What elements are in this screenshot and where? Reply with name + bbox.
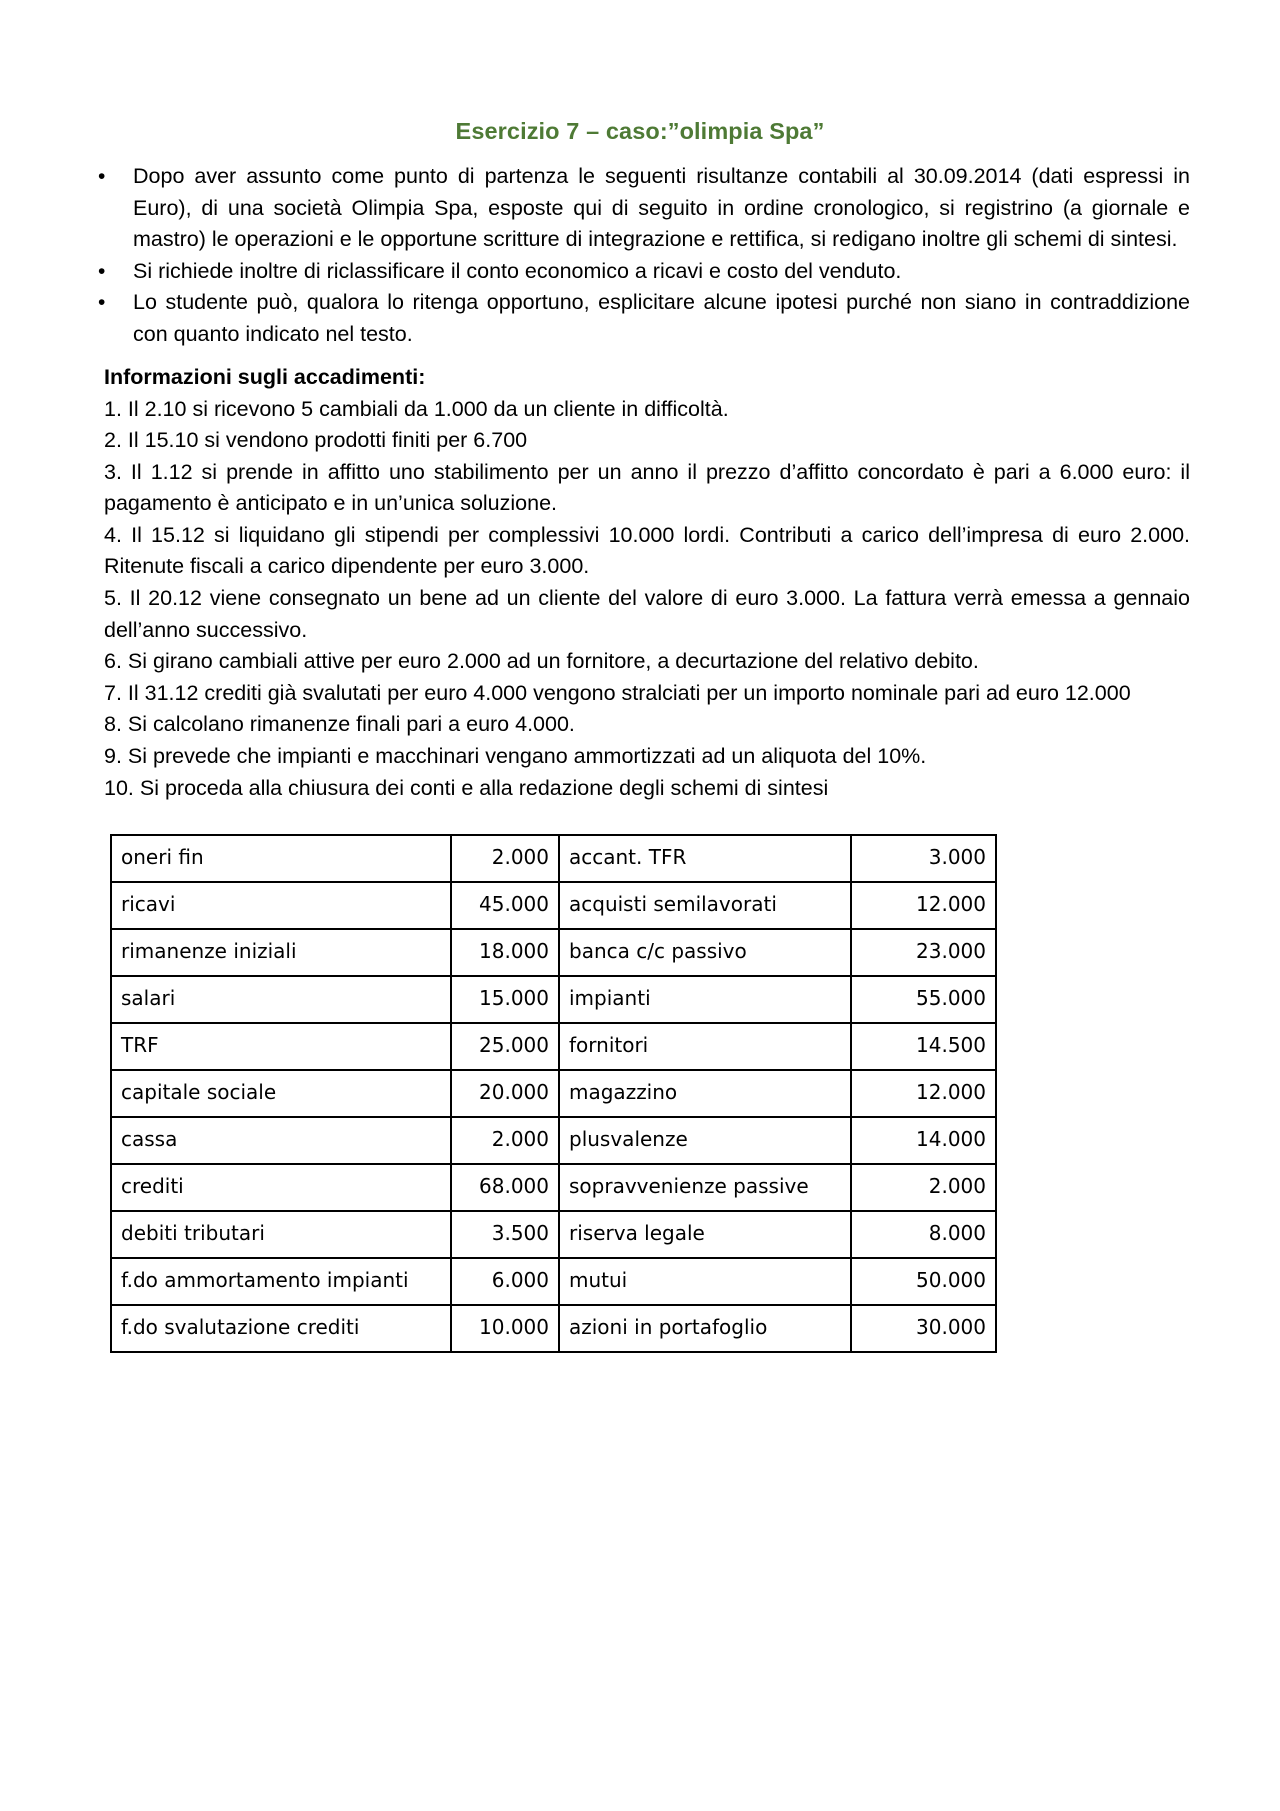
cell-right-value: 55.000 xyxy=(851,976,996,1023)
ledger-table-container xyxy=(90,834,1190,1353)
cell-left-value: 25.000 xyxy=(451,1023,559,1070)
bullet-text: Si richiede inoltre di riclassificare il conto economico a ricavi e costo del venduto. xyxy=(133,258,902,283)
cell-right-label: acquisti semilavorati xyxy=(559,882,851,929)
bullet-text: Lo studente può, qualora lo ritenga opportuno, esplicitare alcune ipotesi purché non siano in contraddizione con quanto indicato nel testo. xyxy=(133,290,1190,346)
cell-right-value: 3.000 xyxy=(851,835,996,882)
cell-right-label: impianti xyxy=(559,976,851,1023)
cell-left-label: ricavi xyxy=(111,882,451,929)
cell-right-value: 12.000 xyxy=(851,882,996,929)
list-item: 2. Il 15.10 si vendono prodotti finiti per 6.700 xyxy=(104,428,528,453)
cell-right-label: sopravvenienze passive xyxy=(559,1164,851,1211)
cell-left-value: 18.000 xyxy=(451,929,559,976)
cell-left-value: 6.000 xyxy=(451,1258,559,1305)
table-row xyxy=(111,882,996,929)
section-heading-accadimenti: Informazioni sugli accadimenti: xyxy=(104,365,426,389)
list-item xyxy=(90,161,1190,256)
list-item: 1. Il 2.10 si ricevono 5 cambiali da 1.000 da un cliente in difficoltà. xyxy=(104,396,729,421)
bullet-icon: • xyxy=(98,291,106,314)
bullet-text: Dopo aver assunto come punto di partenza le seguenti risultanze contabili al 30.09.2014 (dati espressi in Euro), di una società Olimpia Spa, esposte qui di seguito in ordine cronologico, si registrino (a giornale e mastro) le operazioni e le opportune scritture di integrazione e rettifica, si redigano inoltre gli schemi di sintesi. xyxy=(133,164,1190,251)
list-item: 3. Il 1.12 si prende in affitto uno stabilimento per un anno il prezzo d’affitto concordato è pari a 6.000 euro: il pagamento è anticipato e in un’unica soluzione. xyxy=(104,459,1190,516)
list-item: 7. Il 31.12 crediti già svalutati per euro 4.000 vengono stralciati per un importo nominale pari ad euro 12.000 xyxy=(104,680,1131,705)
list-item: 8. Si calcolano rimanenze finali pari a euro 4.000. xyxy=(104,712,575,737)
ledger-table xyxy=(110,834,997,1353)
list-item: 9. Si prevede che impianti e macchinari vengano ammortizzati ad un aliquota del 10%. xyxy=(104,744,927,769)
intro-bullet-list xyxy=(90,161,1190,350)
cell-left-value: 15.000 xyxy=(451,976,559,1023)
table-row xyxy=(111,1258,996,1305)
cell-left-label: f.do svalutazione crediti xyxy=(111,1305,451,1352)
cell-left-label: oneri fin xyxy=(111,835,451,882)
cell-right-value: 14.500 xyxy=(851,1023,996,1070)
table-row xyxy=(111,1070,996,1117)
cell-left-label: f.do ammortamento impianti xyxy=(111,1258,451,1305)
list-item: 4. Il 15.12 si liquidano gli stipendi per complessivi 10.000 lordi. Contributi a carico dell’impresa di euro 2.000. Ritenute fiscali a carico dipendente per euro 3.000. xyxy=(104,522,1190,579)
cell-right-value: 2.000 xyxy=(851,1164,996,1211)
cell-left-label: salari xyxy=(111,976,451,1023)
cell-right-label: accant. TFR xyxy=(559,835,851,882)
cell-left-label: TRF xyxy=(111,1023,451,1070)
cell-left-label: rimanenze iniziali xyxy=(111,929,451,976)
cell-right-label: mutui xyxy=(559,1258,851,1305)
cell-right-value: 50.000 xyxy=(851,1258,996,1305)
cell-left-value: 10.000 xyxy=(451,1305,559,1352)
table-row xyxy=(111,1305,996,1352)
cell-right-label: magazzino xyxy=(559,1070,851,1117)
cell-right-value: 8.000 xyxy=(851,1211,996,1258)
list-item: 10. Si proceda alla chiusura dei conti e alla redazione degli schemi di sintesi xyxy=(104,775,829,800)
table-row xyxy=(111,976,996,1023)
cell-right-value: 14.000 xyxy=(851,1117,996,1164)
table-row xyxy=(111,1211,996,1258)
accadimenti-numbered-list xyxy=(90,394,1190,805)
list-item xyxy=(90,287,1190,350)
table-row xyxy=(111,1164,996,1211)
table-row xyxy=(111,929,996,976)
cell-right-value: 30.000 xyxy=(851,1305,996,1352)
bullet-icon: • xyxy=(98,259,106,283)
cell-right-value: 12.000 xyxy=(851,1070,996,1117)
cell-right-label: banca c/c passivo xyxy=(559,929,851,976)
cell-left-label: debiti tributari xyxy=(111,1211,451,1258)
table-row xyxy=(111,1023,996,1070)
cell-left-value: 3.500 xyxy=(451,1211,559,1258)
cell-left-label: capitale sociale xyxy=(111,1070,451,1117)
cell-right-label: plusvalenze xyxy=(559,1117,851,1164)
cell-left-label: cassa xyxy=(111,1117,451,1164)
ledger-table-body xyxy=(111,835,996,1352)
cell-left-value: 2.000 xyxy=(451,1117,559,1164)
cell-left-value: 2.000 xyxy=(451,835,559,882)
cell-right-label: azioni in portafoglio xyxy=(559,1305,851,1352)
page-title: Esercizio 7 – caso:”olimpia Spa” xyxy=(455,118,825,144)
list-item xyxy=(90,256,1190,288)
cell-right-label: riserva legale xyxy=(559,1211,851,1258)
cell-right-label: fornitori xyxy=(559,1023,851,1070)
cell-left-value: 68.000 xyxy=(451,1164,559,1211)
list-item: 6. Si girano cambiali attive per euro 2.000 ad un fornitore, a decurtazione del relativo debito. xyxy=(104,649,979,674)
bullet-icon: • xyxy=(98,165,106,188)
cell-left-value: 20.000 xyxy=(451,1070,559,1117)
table-row xyxy=(111,1117,996,1164)
list-item: 5. Il 20.12 viene consegnato un bene ad un cliente del valore di euro 3.000. La fattura verrà emessa a gennaio dell’anno successivo. xyxy=(104,586,1190,642)
cell-left-label: crediti xyxy=(111,1164,451,1211)
table-row xyxy=(111,835,996,882)
cell-right-value: 23.000 xyxy=(851,929,996,976)
cell-left-value: 45.000 xyxy=(451,882,559,929)
